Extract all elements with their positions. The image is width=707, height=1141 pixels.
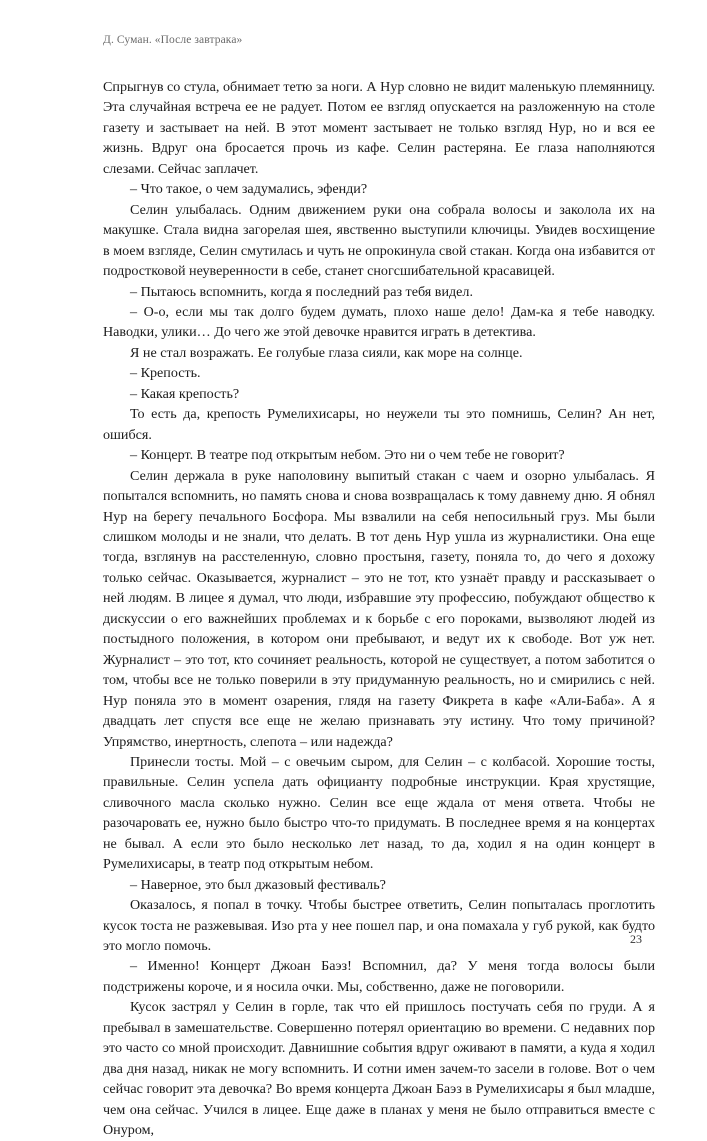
paragraph: То есть да, крепость Румелихисары, но неужели ты это помнишь, Селин? Ан нет, ошибся. xyxy=(103,406,655,443)
paragraph: – Именно! Концерт Джоан Баэз! Вспомнил, да? У меня тогда волосы были подстрижены короче, и я носила очки. Мы, собственно, даже не поговорили. xyxy=(103,958,655,995)
paragraph: Кусок застрял у Селин в горле, так что ей пришлось постучать себя по груди. А я пребывал в замешательстве. Совершенно потерял ориентацию во времени. С недавних пор это часто со мной происходит. Давнишние события вдруг оживают в памяти, а куда я ходил два дня назад, никак не могу вспомнить. И сотни имен зачем-то засели в голове. Вот о чем сейчас говорит эта девочка? Во время концерта Джоан Баэз в Румелихисары я был младше, чем она сейчас. Учился в лицее. Еще даже в планах у меня не было отправиться вместе с Онуром, xyxy=(103,999,655,1139)
paragraph: – Концерт. В театре под открытым небом. Это ни о чем тебе не говорит? xyxy=(130,447,565,464)
page-number: 23 xyxy=(630,932,642,946)
paragraph: Принесли тосты. Мой – с овечьим сыром, для Селин – с колбасой. Хорошие тосты, правильные. Селин успела дать официанту подробные инструкции. Края хрустящие, сливочного масла сколько нужно. Селин все еще ждала от меня ответа. Чтобы не разочаровать ее, нужно было быстро что-то придумать. В последнее время я на концертах не бывал. А если это было несколько лет назад, то да, ходил я на один концерт в Румелихисары, в театр под открытым небом. xyxy=(103,753,655,873)
paragraph: – Что такое, о чем задумались, эфенди? xyxy=(130,181,368,198)
paragraph: Спрыгнув со стула, обнимает тетю за ноги. А Нур словно не видит маленькую племянницу. Эта случайная встреча ее не радует. Потом ее взгляд опускается на разложенную на столе газету и застывает на ней. В этот момент застывает не только взгляд Нур, но и вся ее жизнь. Вдруг она бросается прочь из кафе. Селин растеряна. Ее глаза наполняются слезами. Сейчас заплачет. xyxy=(103,79,655,177)
paragraph: Я не стал возражать. Ее голубые глаза сияли, как море на солнце. xyxy=(130,344,523,361)
paragraph: Оказалось, я попал в точку. Чтобы быстрее ответить, Селин попыталась проглотить кусок тоста не разжевывая. Изо рта у нее пошел пар, и она помахала у губ рукой, как будто это могло помочь. xyxy=(103,897,655,955)
paragraph: – Пытаюсь вспомнить, когда я последний раз тебя видел. xyxy=(130,283,473,300)
running-head: Д. Суман. «После завтрака» xyxy=(103,34,243,46)
paragraph: Селин улыбалась. Одним движением руки она собрала волосы и заколола их на макушке. Стала видна загорелая шея, явственно выступили ключицы. Увидев восхищение в моем взгляде, Селин смутилась и чуть не опрокинула свой стакан. Когда она избавится от подростковой неуверенности в себе, станет сногсшибательной красавицей. xyxy=(103,201,655,280)
paragraph: – Наверное, это был джазовый фестиваль? xyxy=(130,876,386,893)
paragraph: – О-о, если мы так долго будем думать, плохо наше дело! Дам-ка я тебе наводку. Наводки, улики… До чего же этой девочке нравится играть в детектива. xyxy=(103,303,655,341)
paragraph: – Какая крепость? xyxy=(130,385,240,402)
paragraph: – Крепость. xyxy=(130,365,201,382)
body-text xyxy=(103,77,655,1141)
paragraph: Селин держала в руке наполовину выпитый стакан с чаем и озорно улыбалась. Я попытался вспомнить, но память снова и снова возвращалась к тому давнему дню. Я обнял Нур на берегу печального Босфора. Мы взвалили на себя непосильный груз. Мы были слишком молоды и не знали, что делать. В тот день Нур ушла из журналистики. Она еще тогда, взглянув на расстеленную, словно простыня, газету, поняла то, до чего я дохожу только сейчас. Оказывается, журналист – это не тот, кто узнаёт правду и рассказывает о ней людям. В лицее я думал, что люди, избравшие эту профессию, побуждают общество к дискуссии о его важнейших проблемах и к борьбе с его пороками, вызволяют людей из постыдного положения, в котором они пребывают, и ведут их к свободе. Вот уж нет. Журналист – это тот, кто сочиняет реальность, которой не существует, а потом заботится о том, чтобы все не только поверили в эту придуманную реальность, но и смирились с ней. Нур поняла это в момент озарения, глядя на газету Фикрета в кафе «Али-Баба». А я двадцать лет спустя все еще не желаю признавать эту истину. Что тому причиной? Упрямство, инертность, слепота – или надежда? xyxy=(103,467,655,750)
